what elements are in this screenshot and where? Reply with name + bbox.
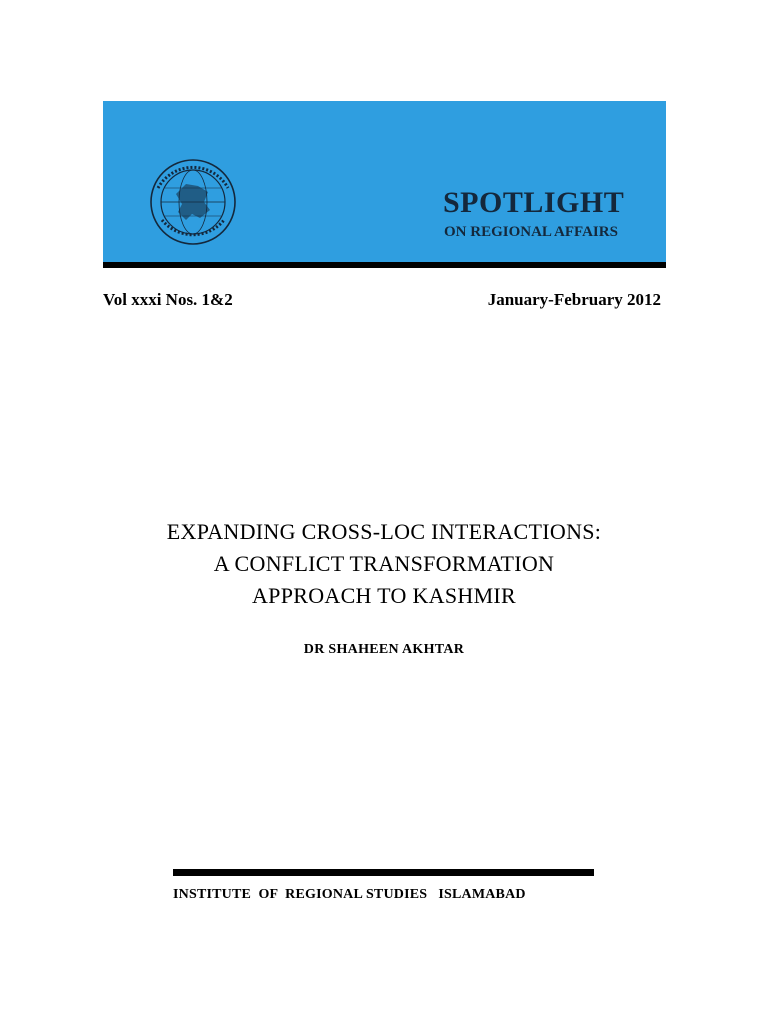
publisher-line: INSTITUTE OF REGIONAL STUDIES ISLAMABAD: [173, 887, 526, 902]
issue-date: January-February 2012: [487, 290, 661, 309]
banner-bottom-rule: [103, 262, 666, 268]
article-title-line: EXPANDING CROSS-LOC INTERACTIONS:: [166, 519, 602, 544]
issue-volume: Vol xxxi Nos. 1&2: [103, 290, 233, 309]
article-title-line: A CONFLICT TRANSFORMATION: [213, 551, 555, 576]
footer-rule: [173, 869, 594, 876]
institute-seal-icon: [148, 158, 238, 246]
journal-subtitle: ON REGIONAL AFFAIRS: [444, 224, 618, 240]
journal-title: SPOTLIGHT: [443, 186, 625, 219]
article-title: [84, 516, 684, 612]
article-author: DR SHAHEEN AKHTAR: [303, 642, 465, 657]
article-title-line: APPROACH TO KASHMIR: [251, 583, 517, 608]
